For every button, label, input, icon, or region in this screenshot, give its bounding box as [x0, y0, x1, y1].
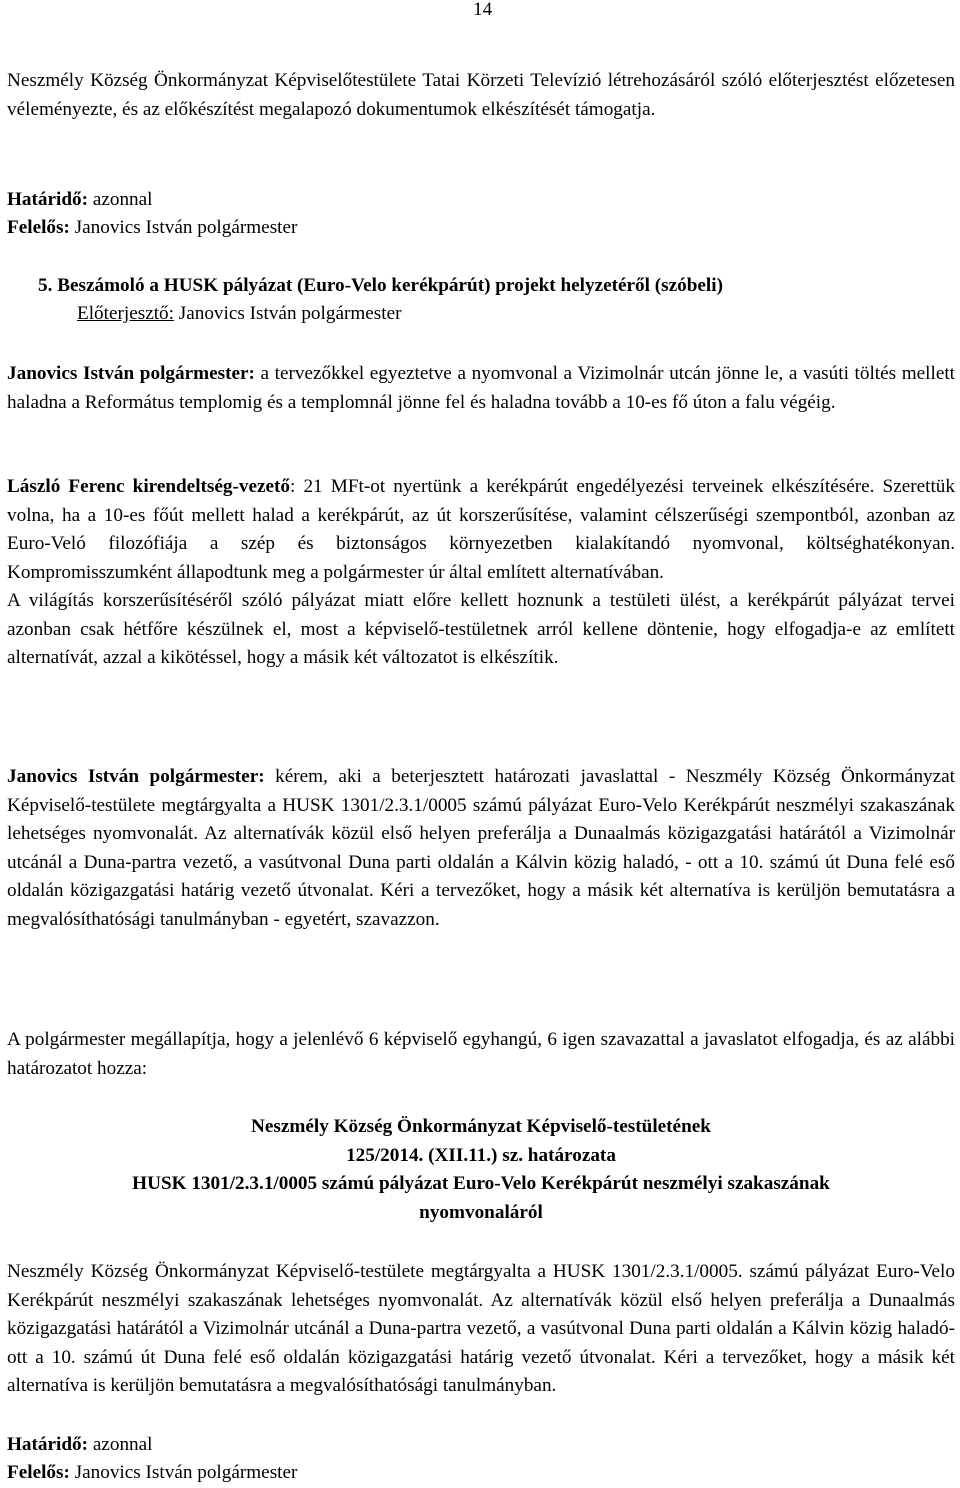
resolution-title-line-1: Neszmély Község Önkormányzat Képviselő-testületének	[251, 1116, 711, 1137]
laszlo-paragraph	[7, 473, 955, 673]
deadline-label: Határidő:	[7, 189, 89, 210]
presenter-line	[7, 300, 955, 329]
presenter-value: Janovics István polgármester	[173, 303, 402, 324]
janovics-paragraph-2	[7, 763, 955, 934]
resolution-title-line-3: HUSK 1301/2.3.1/0005 számú pályázat Euro-Velo Kerékpárút neszmélyi szakaszának	[132, 1173, 830, 1194]
deadline-value: azonnal	[88, 189, 153, 210]
speaker-name: László Ferenc kirendeltség-vezető	[7, 476, 291, 497]
responsible-label: Felelős:	[7, 217, 70, 238]
janovics-paragraph-1	[7, 360, 955, 417]
intro-paragraph-block	[7, 67, 955, 124]
responsible-line-1	[7, 214, 955, 243]
speaker-name: Janovics István polgármester:	[7, 766, 265, 787]
resolution-heading	[7, 1113, 955, 1227]
resolution-text: Neszmély Község Önkormányzat Képviselő-testülete megtárgyalta a HUSK 1301/2.3.1/0005. számú pályázat Euro-Velo Kerékpárút neszmélyi szakaszának lehetséges nyomvonalát. Az alternatívák közül első helyen preferálja a Dunaalmás közigazgatási határától a Vizimolnár utcánál a Duna-partra vezető, a vasútvonal Duna parti oldalán a Kálvin közig haladó- ott a 10. számú út Duna felé eső oldalán közigazgatási határig vezető útvonalat. Kéri a tervezőket, hogy a másik két alternatíva is kerüljön bemutatásra a megvalósíthatósági tanulmányban.	[7, 1261, 955, 1396]
deadline-label: Határidő:	[7, 1434, 89, 1455]
agenda-item-5	[7, 272, 955, 301]
intro-paragraph: Neszmély Község Önkormányzat Képviselőtestülete Tatai Körzeti Televízió létrehozásáról szóló előterjesztést előzetesen véleményezte, és az előkészítést megalapozó dokumentumok elkészítését támogatja.	[7, 70, 955, 120]
deadline-value: azonnal	[88, 1434, 153, 1455]
responsible-value: Janovics István polgármester	[69, 217, 298, 238]
responsible-value: Janovics István polgármester	[69, 1462, 298, 1483]
resolution-title-line-2: 125/2014. (XII.11.) sz. határozata	[346, 1144, 616, 1166]
speech-text-continued: A világítás korszerűsítéséről szóló pályázat miatt előre kellett hoznunk a testületi ülést, a kerékpárút pályázat tervei azonban csak hétfőre készülnek el, most a képviselő-testületnek arról kellene döntenie, hogy elfogadja-e az említett alternatívát, azzal a kikötéssel, hogy a másik két változatot is elkészítik.	[7, 590, 955, 668]
speaker-name: Janovics István polgármester:	[7, 363, 255, 384]
deadline-line-1	[7, 186, 955, 215]
responsible-line-2	[7, 1459, 955, 1488]
resolution-title-line-4: nyomvonaláról	[419, 1201, 543, 1223]
speech-text: : 21 MFt-ot nyertünk a kerékpárút engedélyezési terveinek elkészítésére. Szerettük volna, ha a 10-es főút mellett halad a kerékpárút, az út korszerűsítése, valamint célszerűségi szempontból, azonban az Euro-Veló filozófiája a szép és biztonságos környezetben kialakítandó nyomvonal, költséghatékonyan. Kompromisszumként állapodtunk meg a polgármester úr által említett alternatívában.	[7, 476, 955, 583]
deadline-line-2	[7, 1431, 955, 1460]
speech-text: kérem, aki a beterjesztett határozati javaslattal - Neszmély Község Önkormányzat Képviselő-testülete megtárgyalta a HUSK 1301/2.3.1/0005 számú pályázat Euro-Velo Kerékpárút neszmélyi szakaszának lehetséges nyomvonalát. Az alternatívák közül első helyen preferálja a Dunaalmás közigazgatási határától a Vizimolnár utcánál a Duna-partra vezető, a vasútvonal Duna parti oldalán a Kálvin közig haladó, - ott a 10. számú út Duna felé eső oldalán közigazgatási határig vezető útvonalat. Kéri a tervezőket, hogy a másik két alternatíva is kerüljön bemutatásra a megvalósíthatósági tanulmányban - egyetért, szavazzon.	[7, 766, 955, 930]
presenter-label: Előterjesztő:	[77, 303, 174, 324]
resolution-body	[7, 1258, 955, 1401]
page-number: 14	[473, 0, 493, 20]
speech-text: a tervezőkkel egyeztetve a nyomvonal a Vizimolnár utcán jönne le, a vasúti töltés mellett haladna a Református templomig és a templomnál jönne fel és haladna tovább a 10-es fő úton a falu végéig.	[7, 363, 956, 413]
responsible-label: Felelős:	[7, 1462, 70, 1483]
vote-text: A polgármester megállapítja, hogy a jelenlévő 6 képviselő egyhangú, 6 igen szavazattal a javaslatot elfogadja, és az alábbi határozatot hozza:	[7, 1029, 955, 1079]
agenda-item-title: 5. Beszámoló a HUSK pályázat (Euro-Velo kerékpárút) projekt helyzetéről (szóbeli)	[38, 275, 723, 296]
vote-paragraph	[7, 1026, 955, 1083]
